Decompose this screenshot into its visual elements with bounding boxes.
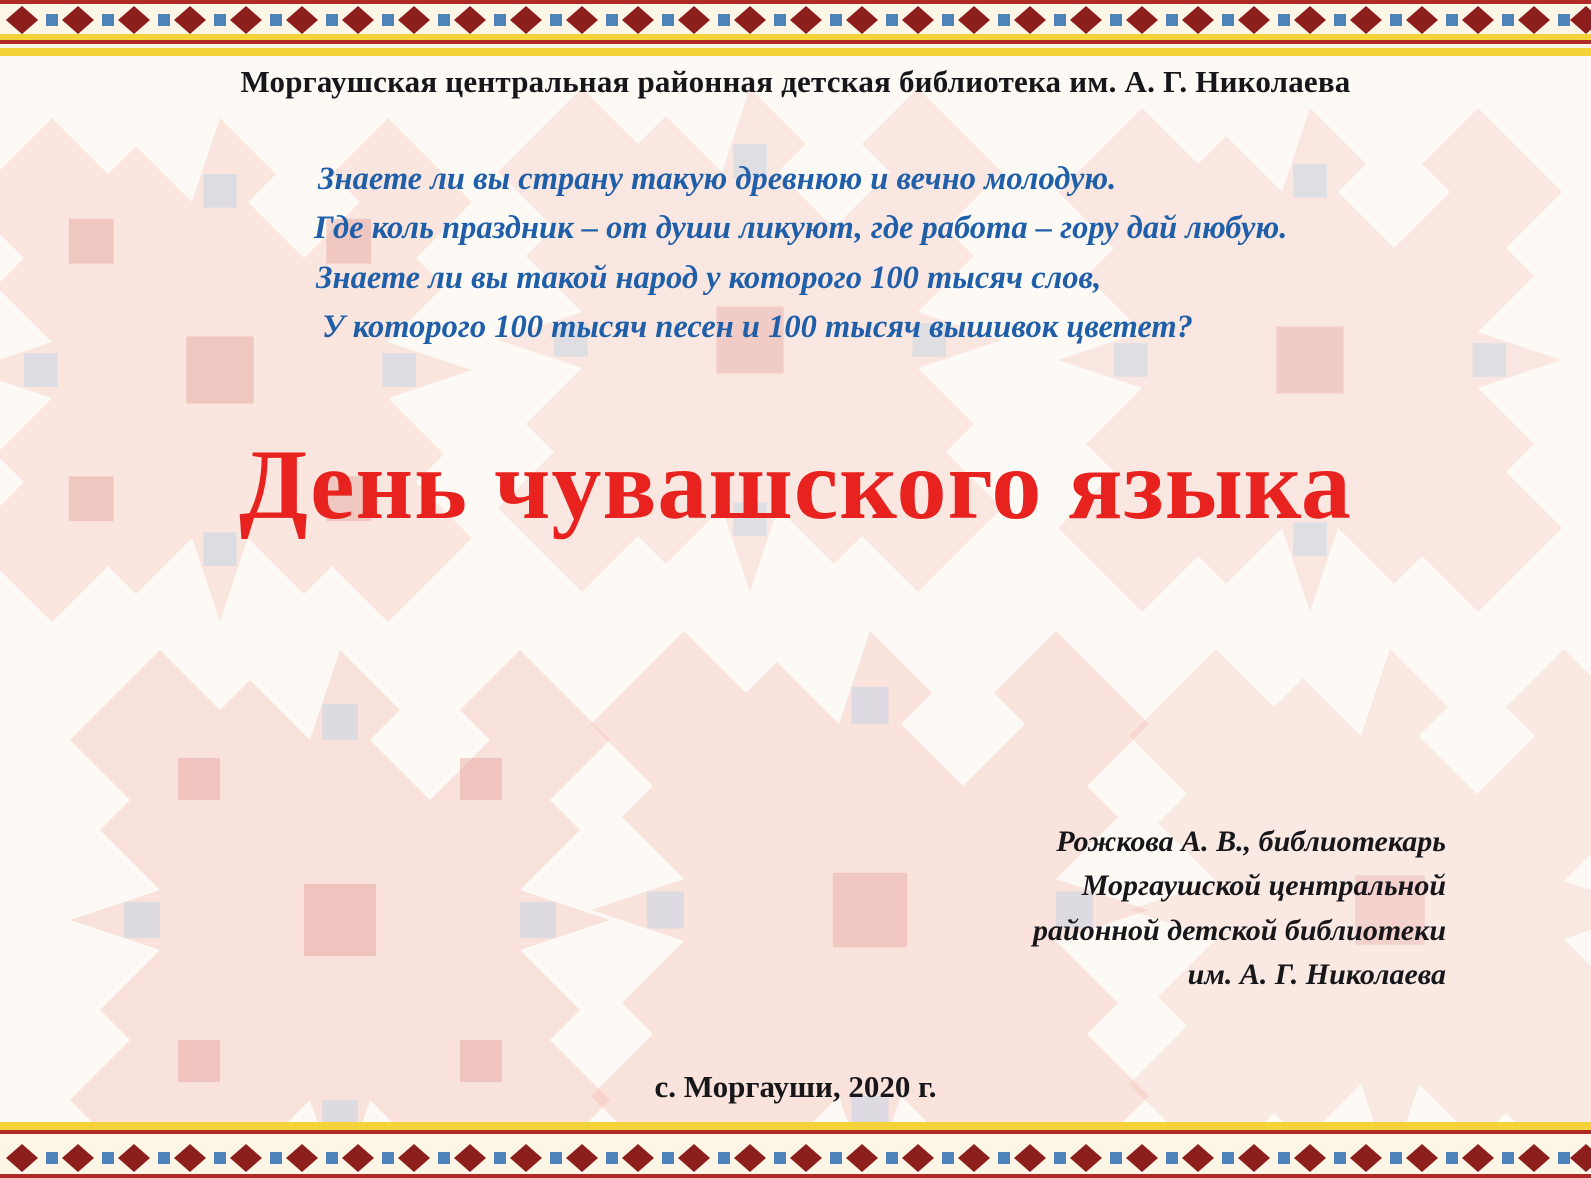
author-line-4: им. А. Г. Николаева: [1187, 958, 1446, 992]
author-line-3: районной детской библиотеки: [1033, 913, 1446, 947]
poem-line-2: Где коль праздник – от души ликуют, где работа – гору дай любую.: [314, 210, 1288, 247]
author-line-1: Рожкова А. В., библиотекарь: [1056, 825, 1446, 858]
author-line-2: Моргаушской центральной: [1081, 869, 1446, 903]
top-ornament-border: [0, 0, 1591, 56]
page-title: День чувашского языка: [239, 429, 1352, 540]
bottom-ornament-border: [0, 1122, 1591, 1178]
place-and-year: с. Моргауши, 2020 г.: [654, 1069, 937, 1104]
poem-line-4: У которого 100 тысяч песен и 100 тысяч вышивок цветет?: [322, 309, 1193, 346]
organization-title: Моргаушская центральная районная детская библиотека им. А. Г. Николаева: [240, 64, 1351, 99]
author-block: [886, 820, 1446, 998]
poem-line-1: Знаете ли вы страну такую древнюю и вечно молодую.: [318, 161, 1117, 197]
poem-line-3: Знаете ли вы такой народ у которого 100 тысяч слов,: [316, 259, 1102, 296]
poem-block: [300, 155, 1460, 353]
